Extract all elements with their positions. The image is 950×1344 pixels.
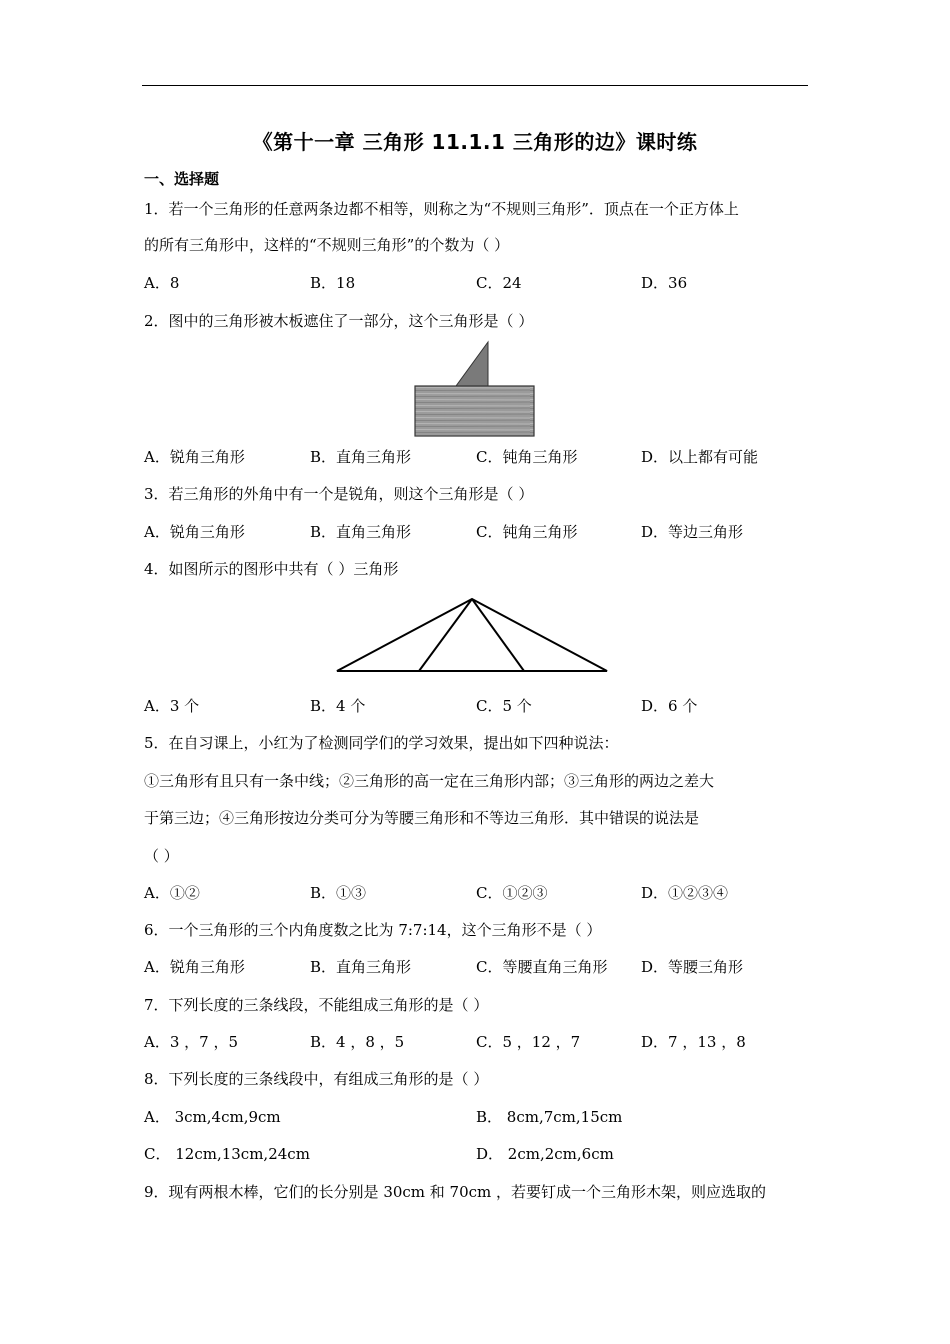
q5-option-a: A．①② <box>144 884 200 902</box>
q7-option-b: B．4 ，8 ，5 <box>310 1033 405 1051</box>
inner-segment-right <box>472 599 524 671</box>
question-5-text-line-1: 5．在自习课上，小红为了检测同学们的学习效果，提出如下四种说法： <box>144 734 619 752</box>
q1-option-c: C．24 <box>476 274 522 292</box>
q3-option-a: A．锐角三角形 <box>144 523 245 541</box>
q2-option-b: B．直角三角形 <box>310 448 412 466</box>
q2-option-a: A．锐角三角形 <box>144 448 245 466</box>
header-rule <box>142 85 808 86</box>
wooden-board-figure <box>410 338 540 442</box>
q6-option-a: A．锐角三角形 <box>144 958 245 976</box>
page-title: 《第十一章 三角形 11.1.1 三角形的边》课时练 <box>252 130 698 154</box>
hidden-triangle-shape <box>456 342 488 386</box>
wooden-board <box>415 386 534 436</box>
q5-option-c: C．①②③ <box>476 884 548 902</box>
q2-option-d: D．以上都有可能 <box>641 448 759 466</box>
q6-option-c: C．等腰直角三角形 <box>476 958 608 976</box>
q8-option-a: A． 3cm,4cm,9cm <box>144 1108 281 1126</box>
q8-option-d: D． 2cm,2cm,6cm <box>476 1145 614 1163</box>
question-5-text-line-2: ①三角形有且只有一条中线；②三角形的高一定在三角形内部；③三角形的两边之差大 <box>144 772 715 790</box>
question-7-text: 7．下列长度的三条线段，不能组成三角形的是（ ） <box>144 996 489 1014</box>
q8-option-b: B． 8cm,7cm,15cm <box>476 1108 623 1126</box>
q1-option-b: B．18 <box>310 274 356 292</box>
inner-segment-left <box>419 599 472 671</box>
question-5-text-line-4: （ ） <box>144 847 179 865</box>
question-1-text-line-2: 的所有三角形中，这样的“不规则三角形”的个数为（ ） <box>144 236 510 254</box>
triangle-figure <box>330 592 620 678</box>
question-2-text: 2．图中的三角形被木板遮住了一部分，这个三角形是（ ） <box>144 312 534 330</box>
q4-option-b: B．4 个 <box>310 697 366 715</box>
question-6-text: 6．一个三角形的三个内角度数之比为 7:7:14，这个三角形不是（ ） <box>144 921 602 939</box>
q1-option-d: D．36 <box>641 274 688 292</box>
question-5-text-line-3: 于第三边；④三角形按边分类可分为等腰三角形和不等边三角形．其中错误的说法是 <box>144 809 700 827</box>
q3-option-d: D．等边三角形 <box>641 523 744 541</box>
question-3-text: 3．若三角形的外角中有一个是锐角，则这个三角形是（ ） <box>144 485 534 503</box>
question-8-text: 8．下列长度的三条线段中，有组成三角形的是（ ） <box>144 1070 489 1088</box>
q5-option-b: B．①③ <box>310 884 367 902</box>
q2-option-c: C．钝角三角形 <box>476 448 578 466</box>
q7-option-a: A．3 ，7 ，5 <box>144 1033 238 1051</box>
q4-option-d: D．6 个 <box>641 697 698 715</box>
q1-option-a: A．8 <box>144 274 180 292</box>
question-1-text-line-1: 1．若一个三角形的任意两条边都不相等，则称之为“不规则三角形”．顶点在一个正方体上 <box>144 200 739 218</box>
q4-option-c: C．5 个 <box>476 697 532 715</box>
q4-option-a: A．3 个 <box>144 697 200 715</box>
q5-option-d: D．①②③④ <box>641 884 729 902</box>
q6-option-b: B．直角三角形 <box>310 958 412 976</box>
outer-triangle <box>337 599 607 671</box>
q8-option-c: C． 12cm,13cm,24cm <box>144 1145 310 1163</box>
question-9-text: 9．现有两根木棒，它们的长分别是 30cm 和 70cm ，若要钉成一个三角形木架，则应选取的 <box>144 1183 767 1201</box>
q7-option-d: D．7 ，13 ，8 <box>641 1033 746 1051</box>
q6-option-d: D．等腰三角形 <box>641 958 744 976</box>
q3-option-c: C．钝角三角形 <box>476 523 578 541</box>
q7-option-c: C．5 ，12 ，7 <box>476 1033 581 1051</box>
section-heading: 一、选择题 <box>144 170 220 188</box>
question-4-text: 4．如图所示的图形中共有（ ）三角形 <box>144 560 399 578</box>
q3-option-b: B．直角三角形 <box>310 523 412 541</box>
